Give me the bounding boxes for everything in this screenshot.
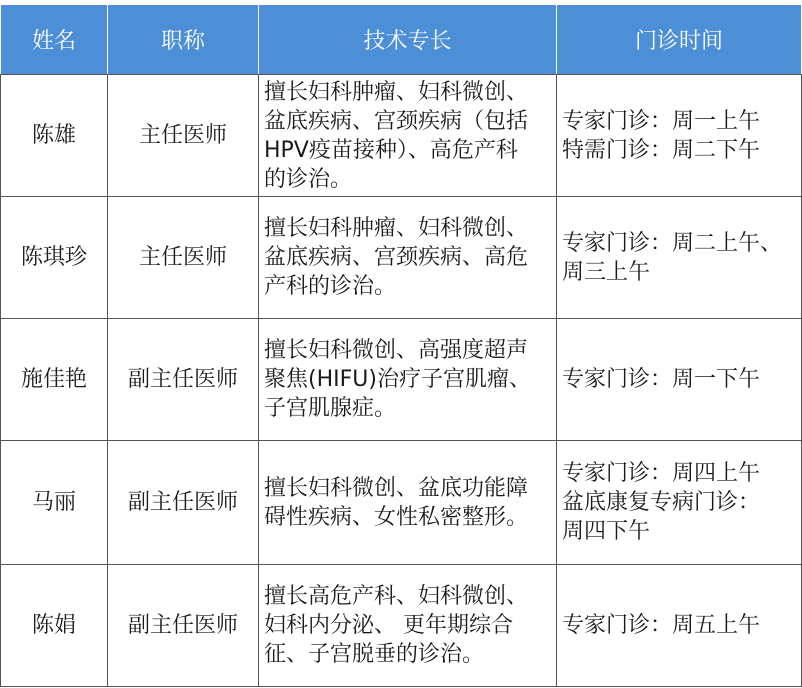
- doctor-title: 副主任医师: [108, 565, 259, 687]
- doctor-title: 主任医师: [108, 75, 259, 197]
- specialty-line: 擅长妇科肿瘤、妇科微创、: [264, 79, 529, 105]
- doctor-clinic-time: [557, 565, 802, 687]
- doctor-title: 主任医师: [108, 197, 259, 319]
- specialty-line: 擅长妇科微创、盆底功能障: [264, 475, 529, 501]
- doctor-title: 副主任医师: [108, 441, 259, 565]
- specialty-line: 碍性疾病、女性私密整形。: [264, 504, 529, 530]
- specialty-line: 擅长高危产科、妇科微创、: [264, 584, 529, 609]
- header-specialty: 技术专长: [259, 5, 557, 75]
- specialty-line: 擅长妇科肿瘤、妇科微创、: [264, 216, 529, 241]
- specialty-line: 征、子宫脱垂的诊治。: [264, 642, 485, 667]
- specialty-line: 擅长妇科微创、高强度超声: [264, 338, 529, 363]
- doctor-specialty: [259, 197, 557, 319]
- table-row: [1, 565, 802, 687]
- table-header-row: [1, 5, 802, 75]
- clinic-line: 盆底康复专病门诊：: [562, 490, 761, 515]
- doctor-clinic-time: [557, 441, 802, 565]
- clinic-line: 专家门诊：周四上午: [562, 461, 761, 486]
- clinic-line: 专家门诊：周一上午: [562, 108, 761, 134]
- table-row: [1, 75, 802, 197]
- doctor-name: 马丽: [1, 441, 108, 565]
- doctor-title: 副主任医师: [108, 319, 259, 441]
- specialty-line: 聚焦(HIFU)治疗子宫肌瘤、: [264, 367, 531, 392]
- table-row: [1, 319, 802, 441]
- specialty-line: 妇科内分泌、 更年期综合: [264, 613, 513, 638]
- header-title: 职称: [108, 5, 259, 75]
- header-clinic-time: 门诊时间: [557, 5, 802, 75]
- specialty-line: 子宫肌腺症。: [264, 396, 397, 421]
- clinic-line: 周三上午: [562, 259, 651, 285]
- doctor-name: 陈琪珍: [1, 197, 108, 319]
- doctor-specialty: [259, 441, 557, 565]
- header-name: 姓名: [1, 5, 108, 75]
- table-row: [1, 197, 802, 319]
- clinic-line: 专家门诊：周二上午、: [562, 230, 783, 256]
- doctor-name: 陈雄: [1, 75, 108, 197]
- clinic-line: 周四下午: [562, 519, 651, 544]
- doctor-name: 施佳艳: [1, 319, 108, 441]
- specialty-line: 产科的诊治。: [264, 274, 397, 299]
- doctor-specialty: [259, 75, 557, 197]
- table-row: [1, 441, 802, 565]
- doctor-schedule-table: [0, 4, 802, 687]
- specialty-line: 的诊治。: [264, 166, 353, 192]
- specialty-line: HPV疫苗接种）、高危产科: [264, 137, 518, 163]
- doctor-clinic-time: [557, 75, 802, 197]
- specialty-line: 盆底疾病、宫颈疾病、高危: [264, 245, 529, 270]
- doctor-specialty: [259, 319, 557, 441]
- specialty-line: 盆底疾病、宫颈疾病（包括: [264, 108, 529, 134]
- clinic-line: 特需门诊：周二下午: [562, 137, 761, 163]
- doctor-clinic-time: [557, 319, 802, 441]
- doctor-name: 陈娟: [1, 565, 108, 687]
- clinic-line: 专家门诊：周五上午: [562, 613, 761, 638]
- clinic-line: 专家门诊：周一下午: [562, 367, 761, 392]
- doctor-clinic-time: [557, 197, 802, 319]
- doctor-specialty: [259, 565, 557, 687]
